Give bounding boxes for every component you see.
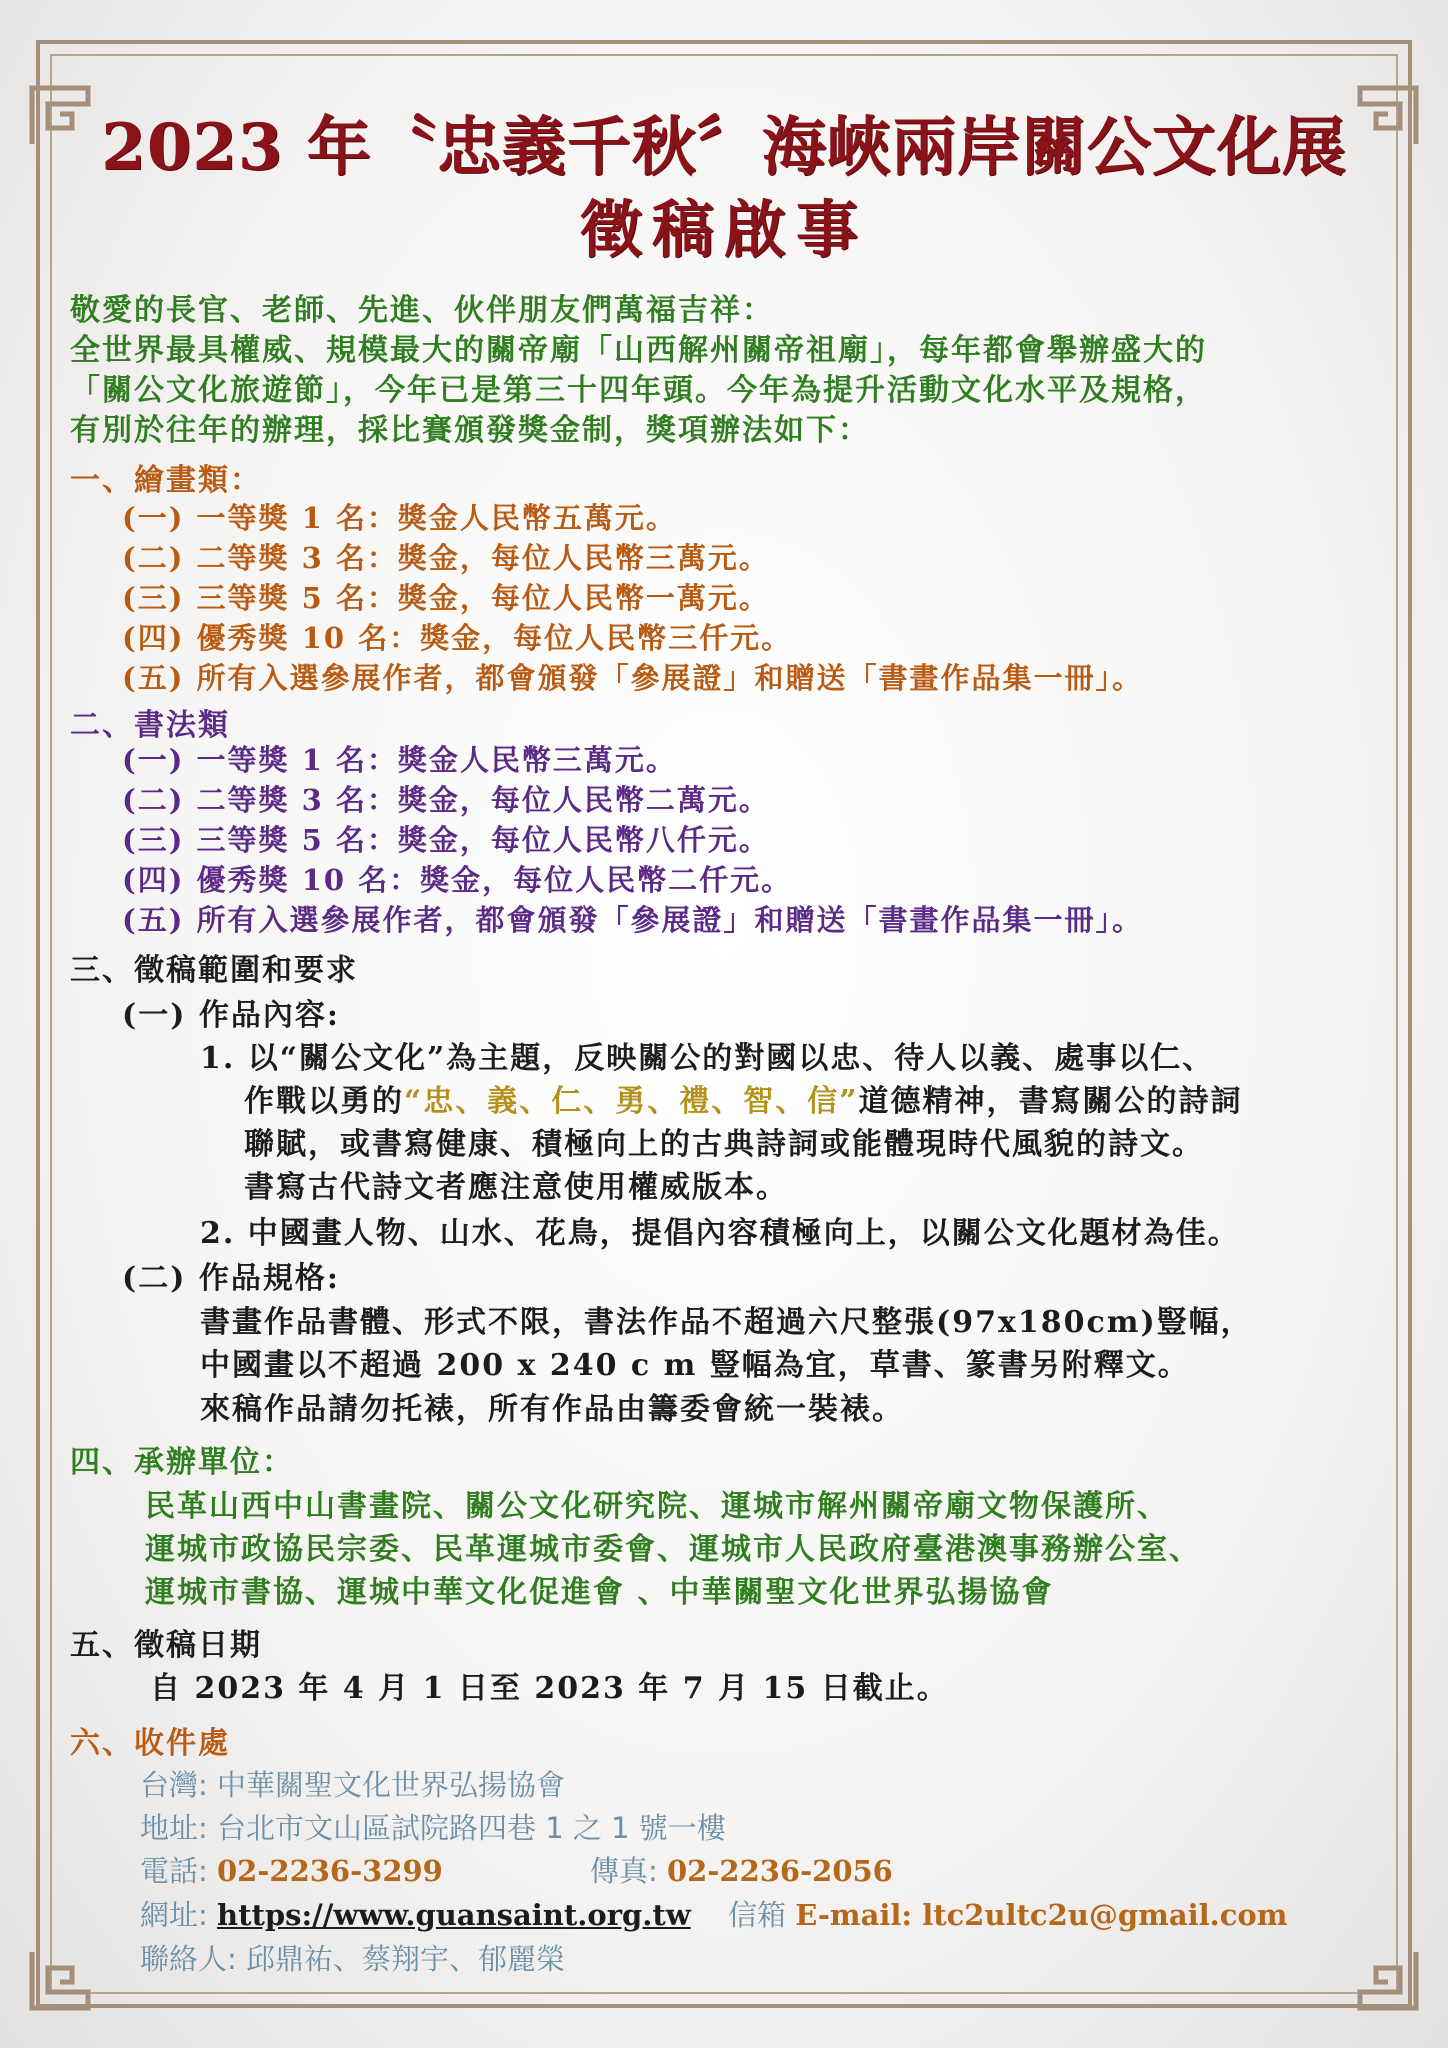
- contact-value: 邱鼎祐、蔡翔宇、郁麗榮: [246, 1942, 566, 1976]
- taiwan-label: 台灣:: [140, 1768, 208, 1802]
- organizers-line: 運城市政協民宗委、民革運城市委會、運城市人民政府臺港澳事務辦公室、: [145, 1532, 1201, 1567]
- corner-fret-ornament-icon: [1356, 1948, 1420, 2012]
- calligraphy-prize-item: (三) 三等獎 5 名：獎金，每位人民幣八仟元。: [122, 823, 770, 857]
- painting-prize-item: (四) 優秀獎 10 名：獎金，每位人民幣三仟元。: [122, 621, 793, 655]
- email-value[interactable]: E-mail: ltc2ultc2u@gmail.com: [795, 1898, 1288, 1932]
- email-label: 信箱: [727, 1898, 786, 1932]
- painting-prize-item: (五) 所有入選參展作者，都會頒發「參展證」和贈送「書畫作品集一冊」。: [122, 661, 1144, 695]
- receiver-heading: 六、收件處: [70, 1726, 230, 1761]
- intro-line: 全世界最具權威、規模最大的關帝廟「山西解州關帝祖廟」，每年都會舉辦盛大的: [70, 333, 1207, 368]
- content-paragraph-line: 聯賦，或書寫健康、積極向上的古典詩詞或能體現時代風貌的詩文。: [244, 1127, 1204, 1162]
- content-paragraph-line: 書寫古代詩文者應注意使用權威版本。: [244, 1170, 788, 1205]
- content-heading: (一) 作品內容:: [122, 998, 340, 1033]
- taiwan-row: [140, 1763, 565, 1804]
- calligraphy-prize-item: (一) 一等獎 1 名：獎金人民幣三萬元。: [122, 743, 677, 777]
- organizers-heading: 四、承辦單位：: [70, 1445, 294, 1480]
- virtues-text: “忠、義、仁、勇、禮、智、信”: [404, 1084, 859, 1119]
- calligraphy-prize-item: (五) 所有入選參展作者，都會頒發「參展證」和贈送「書畫作品集一冊」。: [122, 903, 1144, 937]
- address-label: 地址:: [140, 1811, 208, 1845]
- website-label: 網址:: [140, 1898, 208, 1932]
- fax-value: 02-2236-2056: [667, 1854, 893, 1888]
- spec-heading: (二) 作品規格:: [122, 1261, 340, 1296]
- spec-line: 來稿作品請勿托裱，所有作品由籌委會統一裝裱。: [200, 1392, 904, 1427]
- website-link[interactable]: https://www.guansaint.org.tw: [217, 1898, 691, 1932]
- content-paragraph-line: [244, 1076, 1243, 1120]
- painting-prize-item: (一) 一等獎 1 名：獎金人民幣五萬元。: [122, 501, 677, 535]
- dates-heading: 五、徵稿日期: [70, 1628, 262, 1663]
- corner-fret-ornament-icon: [28, 1948, 92, 2012]
- painting-prize-item: (二) 二等獎 3 名：獎金，每位人民幣三萬元。: [122, 541, 770, 575]
- address-row: [140, 1806, 726, 1847]
- scope-heading: 三、徵稿範圍和要求: [70, 953, 358, 988]
- calligraphy-prize-item: (四) 優秀獎 10 名：獎金，每位人民幣二仟元。: [122, 863, 793, 897]
- fax-label: 傳真:: [590, 1854, 658, 1888]
- content-text: 作戰以勇的: [244, 1084, 404, 1119]
- greeting-line: 敬愛的長官、老師、先進、伙伴朋友們萬福吉祥：: [70, 293, 774, 328]
- organizers-line: 運城市書協、運城中華文化促進會 、中華關聖文化世界弘揚協會: [145, 1575, 1054, 1610]
- calligraphy-heading: 二、書法類: [70, 708, 230, 743]
- content-paragraph-line: 1. 以“關公文化”為主題，反映關公的對國以忠、待人以義、處事以仁、: [200, 1041, 1215, 1076]
- spec-line: 中國畫以不超過 200 x 240 c m 豎幅為宜，草書、篆書另附釋文。: [200, 1348, 1190, 1383]
- page-title: 2023 年〝忠義千秋〞海峽兩岸關公文化展: [101, 110, 1347, 185]
- contact-person-row: [140, 1937, 565, 1978]
- painting-prize-item: (三) 三等獎 5 名：獎金，每位人民幣一萬元。: [122, 581, 770, 615]
- dates-text: 自 2023 年 4 月 1 日至 2023 年 7 月 15 日截止。: [150, 1671, 949, 1706]
- painting-heading: 一、繪畫類：: [70, 463, 262, 498]
- calligraphy-prize-item: (二) 二等獎 3 名：獎金，每位人民幣二萬元。: [122, 783, 770, 817]
- address-value: 台北市文山區試院路四巷 1 之 1 號一樓: [217, 1811, 726, 1845]
- contact-label: 聯絡人:: [140, 1942, 237, 1976]
- page-subtitle: 徵稿啟事: [579, 193, 868, 266]
- spec-line: 書畫作品書體、形式不限，書法作品不超過六尺整張(97x180cm)豎幅，: [200, 1305, 1253, 1340]
- phone-value: 02-2236-3299: [217, 1854, 443, 1888]
- content-text: 道德精神，書寫關公的詩詞: [858, 1084, 1243, 1119]
- intro-line: 「關公文化旅遊節」，今年已是第三十四年頭。今年為提升活動文化水平及規格，: [70, 373, 1207, 408]
- phone-row: [140, 1849, 443, 1890]
- organizers-line: 民革山西中山書畫院、關公文化研究院、運城市解州關帝廟文物保護所、: [145, 1489, 1169, 1524]
- content-paragraph-line: 2. 中國畫人物、山水、花鳥，提倡內容積極向上，以關公文化題材為佳。: [200, 1216, 1240, 1251]
- phone-label: 電話:: [140, 1854, 208, 1888]
- intro-line: 有別於往年的辦理，採比賽頒發獎金制，獎項辦法如下：: [70, 413, 870, 448]
- fax-row: [590, 1849, 893, 1890]
- website-row: [140, 1893, 1287, 1934]
- taiwan-value: 中華關聖文化世界弘揚協會: [217, 1768, 566, 1802]
